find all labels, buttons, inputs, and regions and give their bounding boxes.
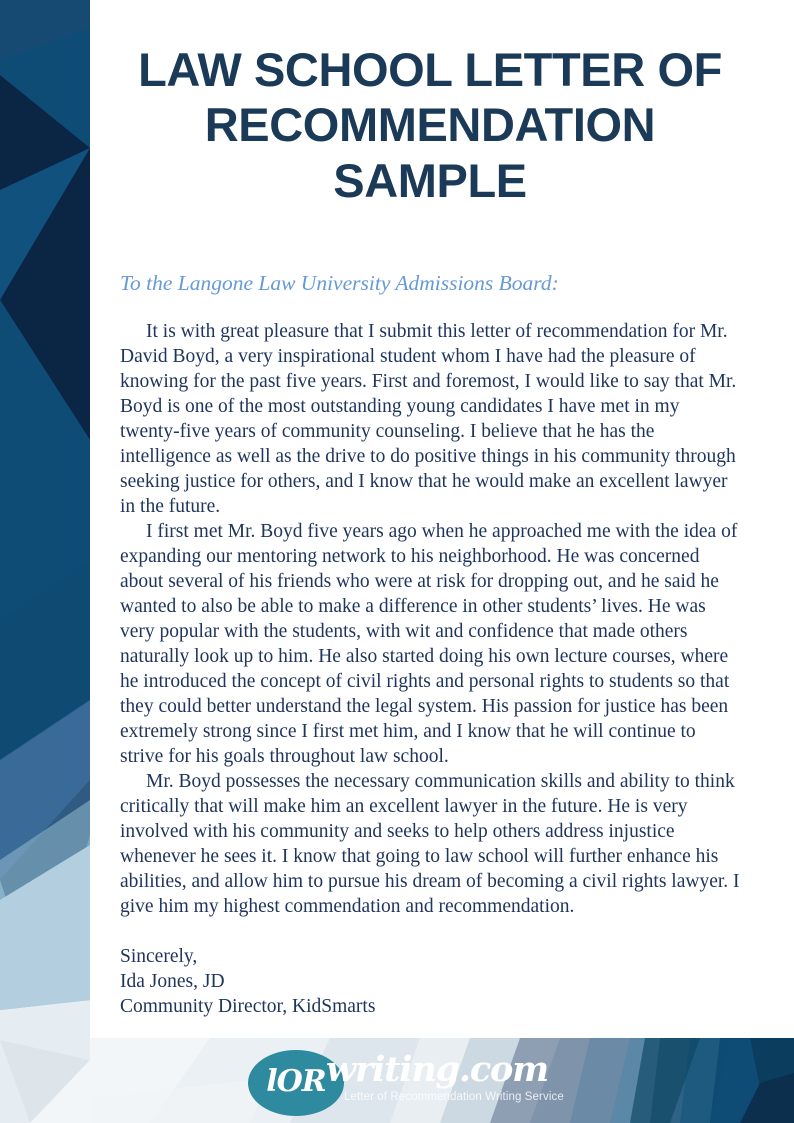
logo-tagline: Letter of Recommendation Writing Service — [344, 1091, 564, 1103]
site-logo[interactable] — [248, 1046, 578, 1121]
letter-paragraph: It is with great pleasure that I submit this letter of recommendation for Mr. David Boyd, a very inspirational student whom I have had the pleasure of knowing for the past five years. First and foremost, I would like to say that Mr. Boyd is one of the most outstanding young candidates I have met in my twenty-five years of community counseling. I believe that he has the intelligence as well as the drive to do positive things in his community through seeking justice for others, and I know that he would make an excellent lawyer in the future. — [120, 321, 737, 518]
signature-name: Ida Jones, JD — [120, 971, 225, 993]
left-decorative-panel — [0, 0, 90, 1123]
signature-role: Community Director, KidSmarts — [120, 996, 376, 1018]
logo-wordmark: writing.com — [326, 1049, 548, 1090]
signature-closing: Sincerely, — [120, 946, 198, 968]
letter-paragraph: I first met Mr. Boyd five years ago when he approached me with the idea of expanding our mentoring network to his neighborhood. He was concerned about several of his friends who were at risk for dropping out, and he said he wanted to also be able to make a difference in other students’ lives. He was very popular with the students, with wit and confidence that made others naturally look up to him. He also started doing his own lecture courses, where he introduced the concept of civil rights and personal rights to students so that they could better understand the legal system. His passion for justice has been extremely strong since I first met him, and I know that he will continue to strive for his goals throughout law school. — [120, 521, 738, 768]
letter-paragraph: Mr. Boyd possesses the necessary communication skills and ability to think critically that will make him an excellent lawyer in the future. He is very involved with his community and seeks to help others address injustice whenever he sees it. I know that going to law school will further enhance his abilities, and allow him to pursue his dream of becoming a civil rights lawyer. I give him my highest commendation and recommendation. — [120, 771, 740, 918]
signature-block — [120, 919, 740, 1019]
page-title: LAW SCHOOL LETTER OF RECOMMENDATION SAMPLE — [138, 43, 722, 207]
left-polygon-graphic — [0, 0, 90, 1123]
logo-badge-label: lOR — [266, 1064, 326, 1099]
letter-salutation: To the Langone Law University Admissions Board: — [120, 271, 559, 296]
letter-content — [120, 0, 740, 1019]
letter-body — [120, 298, 740, 919]
